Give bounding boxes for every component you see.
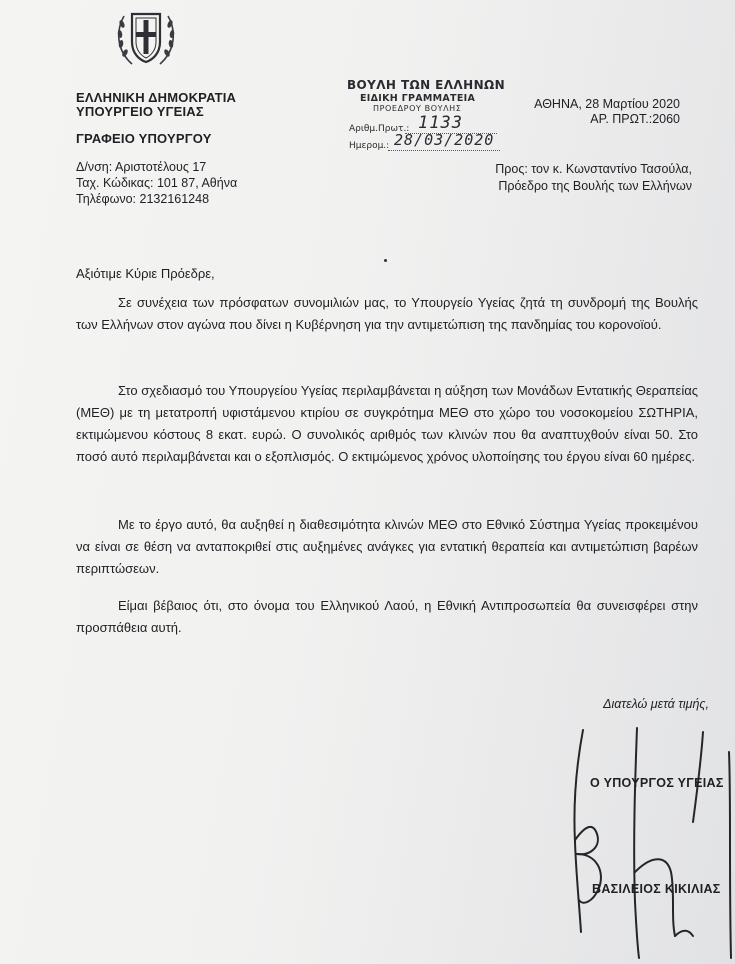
stamp-title: ΒΟΥΛΗ ΤΩΝ ΕΛΛΗΝΩΝ [347, 78, 506, 92]
paragraph-1-text: Σε συνέχεια των πρόσφατων συνομιλιών μας, το Υπουργείο Υγείας ζητά τη συνδρομή της Βουλής των Ελλήνων στον αγώνα που δίνει η Κυβέρνηση για την αντιμετώπιση της πανδημίας του κορονοϊού. [76, 295, 698, 332]
paragraph-3 [76, 514, 698, 580]
salutation: Αξιότιμε Κύριε Πρόεδρε, [76, 266, 215, 281]
protocol-number: ΑΡ. ΠΡΩΤ.:2060 [590, 112, 680, 126]
paragraph-4-text: Είμαι βέβαιος ότι, στο όνομα του Ελληνικού Λαού, η Εθνική Αντιπροσωπεία θα συνεισφέρει στην προσπάθεια αυτή. [76, 598, 698, 635]
greek-coat-of-arms-icon [114, 8, 178, 70]
sender-phone: Τηλέφωνο: 2132161248 [76, 192, 210, 206]
stamp-date-handwritten: 28/03/2020 [394, 131, 495, 149]
ink-dot [384, 259, 387, 262]
recipient-line-1: Προς: τον κ. Κωνσταντίνο Τασούλα, [495, 162, 692, 176]
stamp-subtitle: ΕΙΔΙΚΗ ΓΡΑΜΜΑΤΕΙΑ [360, 93, 476, 104]
signer-title: Ο ΥΠΟΥΡΓΟΣ ΥΓΕΙΑΣ [590, 776, 724, 790]
stamp-subtitle-2: ΠΡΟΕΔΡΟΥ ΒΟΥΛΗΣ [373, 104, 462, 113]
stamp-date-label: Ημερομ.: [349, 141, 390, 151]
sender-postal: Ταχ. Κώδικας: 101 87, Αθήνα [76, 176, 238, 190]
stamp-protocol-label: Αριθμ.Πρωτ.: [349, 124, 410, 134]
sender-office: ΓΡΑΦΕΙΟ ΥΠΟΥΡΓΟΥ [76, 131, 212, 146]
paragraph-1 [76, 292, 698, 336]
sender-address: Δ/νση: Αριστοτέλους 17 [76, 160, 207, 174]
place-date: ΑΘΗΝΑ, 28 Μαρτίου 2020 [534, 97, 680, 111]
paragraph-2-text: Στο σχεδιασμό του Υπουργείου Υγείας περιλαμβάνεται η αύξηση των Μονάδων Εντατικής Θεραπείας (ΜΕΘ) με τη μετατροπή υφιστάμενου κτιρίου σε συγκρότημα ΜΕΘ στο χώρο του νοσοκομείου ΣΩΤΗΡΙΑ, εκτιμώμενου κόστους 8 εκατ. ευρώ. Ο συνολικός αριθμός των κλινών που θα αναπτυχθούν είναι 50. Στο ποσό αυτό περιλαμβάνεται και ο εξοπλισμός. Ο εκτιμώμενος χρόνος υλοποίησης του έργου είναι 60 ημέρες. [76, 383, 698, 464]
paragraph-3-text: Με το έργο αυτό, θα αυξηθεί η διαθεσιμότητα κλινών ΜΕΘ στο Εθνικό Σύστημα Υγείας προκειμένου να είναι σε θέση να ανταποκριθεί στις αυξημένες ανάγκες για εντατική θεραπεία και αντιμετώπιση βαρέων περιπτώσεων. [76, 517, 698, 576]
sender-republic: ΕΛΛΗΝΙΚΗ ΔΗΜΟΚΡΑΤΙΑ [76, 90, 237, 105]
sender-ministry: ΥΠΟΥΡΓΕΙΟ ΥΓΕΙΑΣ [76, 104, 204, 119]
stamp-protocol-handwritten: 1133 [418, 113, 463, 133]
paragraph-2 [76, 380, 698, 468]
handwritten-signature [563, 722, 735, 964]
signer-name: ΒΑΣΙΛΕΙΟΣ ΚΙΚΙΛΙΑΣ [592, 882, 721, 896]
stamp-date-line [388, 150, 500, 151]
closing: Διατελώ μετά τιμής, [603, 697, 709, 711]
paragraph-4 [76, 595, 698, 639]
recipient-line-2: Πρόεδρο της Βουλής των Ελλήνων [498, 179, 692, 193]
